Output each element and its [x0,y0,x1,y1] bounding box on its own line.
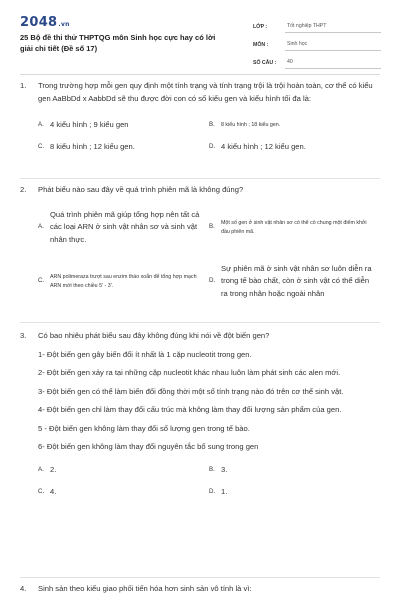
question-number: 1. [20,81,27,90]
meta-question-count: SỐ CÂU : 40 [253,51,381,69]
option-c[interactable]: C. ARN polimeraza trượt sau enzim tháo xoắn để tổng hợp mạch ARN mới theo chiều 5' - 3'. [38,274,197,289]
site-logo: 2048.vn [20,15,70,30]
question-text: Sinh sản theo kiểu giao phối tiến hóa hơn sinh sản vô tính là vì: [38,584,252,593]
option-b[interactable]: B. 8 kiểu hình ; 18 kiểu gen. [209,120,281,128]
option-c[interactable]: C. 8 kiểu hình ; 12 kiểu gen. [38,141,135,151]
meta-grade: LỚP : Tốt nghiệp THPT [253,15,381,33]
statement-3: 3- Đột biến gen có thể làm biến đổi đồng thời một số tính trạng nào đó trên cơ thể sinh vật. [38,386,344,396]
statement-6: 6- Đột biến gen không làm thay đổi nguyên tắc bổ sung trong gen [38,442,259,451]
question-1 [20,80,380,158]
statement-2: 2- Đột biến gen xảy ra tại những cặp nucleotit khác nhau luôn làm phát sinh các alen mới. [38,368,341,377]
question-4 [20,583,380,596]
question-divider [20,322,380,323]
statement-4: 4- Đột biến gen chỉ làm thay đổi cấu trúc mà không làm thay đổi lượng sản phẩm của gen. [38,405,342,414]
question-text: Có bao nhiêu phát biểu sau đây không đúng khi nói về đột biến gen? [38,331,270,340]
option-b[interactable]: B. Một số gen ở sinh vật nhân sơ có thể có chung một điểm khởi đầu phiên mã. [209,220,367,235]
document-meta [253,15,381,69]
question-number: 2. [20,185,27,194]
option-d[interactable]: D. 4 kiểu hình ; 12 kiểu gen. [209,141,306,151]
question-number: 4. [20,584,27,593]
option-a[interactable]: A. 2. [38,465,57,475]
header-divider [20,74,380,75]
option-d[interactable]: D. 1. [209,487,228,497]
question-number: 3. [20,331,27,340]
option-c[interactable]: C. 4. [38,487,57,497]
meta-subject: MÔN : Sinh học [253,33,381,51]
question-text: Phát biểu nào sau đây về quá trình phiên mã là không đúng? [38,185,244,194]
option-a[interactable]: A. Quá trình phiên mã giúp tổng hợp nên tất cả các loại ARN ở sinh vật nhân sơ và sinh vật nhân thực. [38,209,200,244]
question-divider [20,178,380,179]
option-b[interactable]: B. 3. [209,465,228,475]
option-a[interactable]: A. 4 kiểu hình ; 9 kiểu gen [38,119,129,129]
document-title: 25 Bộ đề thi thử THPTQG môn Sinh học cực hay có lời giải chi tiết (Đề số 17) [20,33,216,53]
statement-1: 1- Đột biến gen gây biến đổi ít nhất là 1 cặp nucleotit trong gen. [38,349,252,359]
question-2 [20,184,380,313]
question-text: Trong trường hợp mỗi gen quy định một tính trạng và tính trạng trội là trội hoàn toàn, cơ thể có kiểu gen AaBbDd x AabbDd sẽ thu được đời con có số kiểu gen và kiểu hình tối đa là: [38,81,373,103]
option-d[interactable]: D. Sự phiên mã ở sinh vật nhân sơ luôn diễn ra trong tế bào chất, còn ở sinh vật có thể diễn ra trong nhân hoặc ngoài nhân [209,263,372,298]
question-3 [20,330,380,504]
statement-5: 5 - Đột biến gen không làm thay đổi số lượng gen trong tế bào. [38,423,250,433]
question-divider [20,577,380,578]
